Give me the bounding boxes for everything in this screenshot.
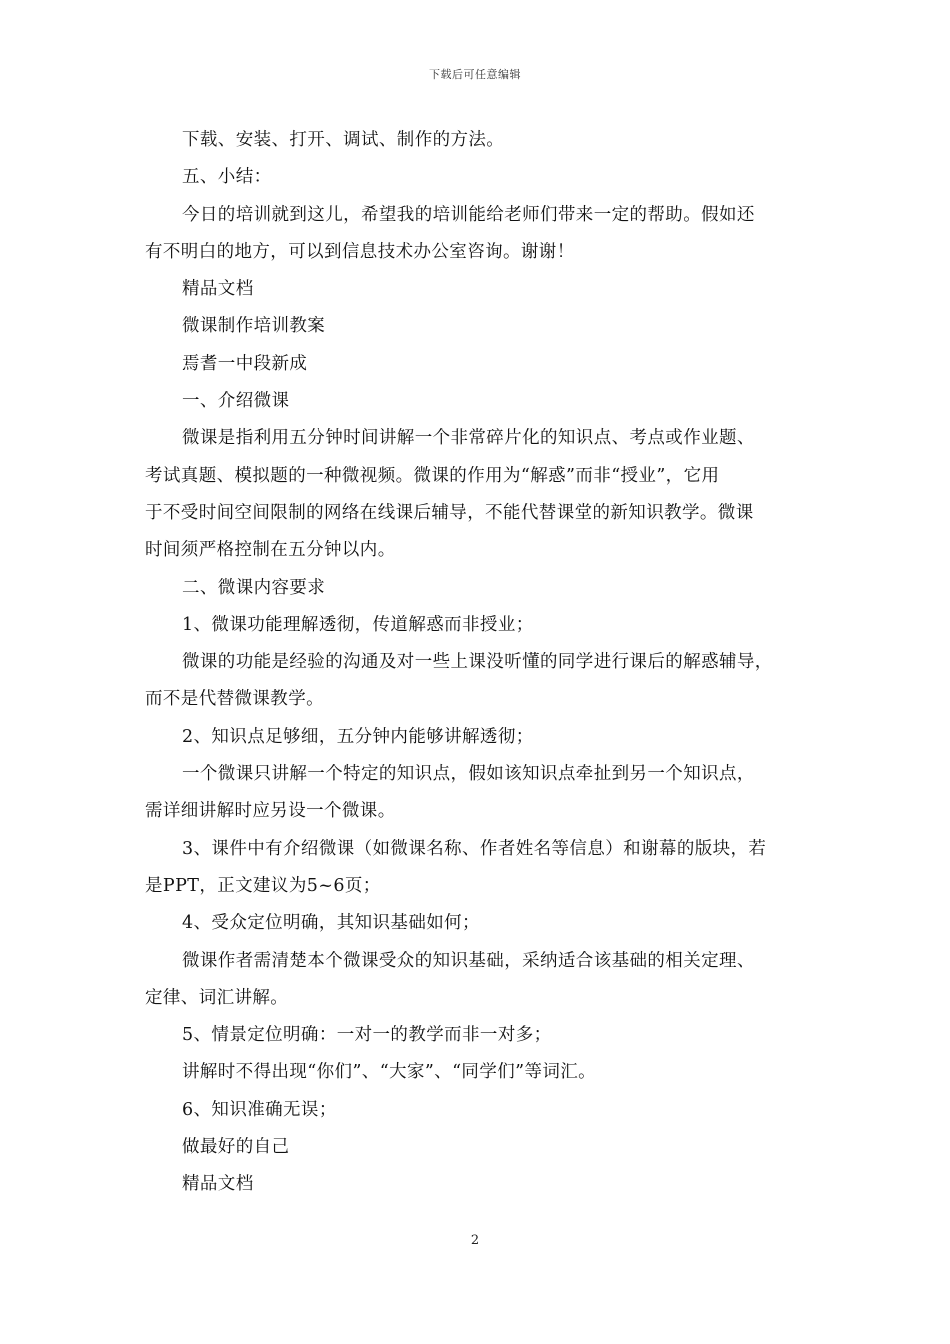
paragraph: 定律、词汇讲解。 [145, 987, 289, 1008]
list-item: 1、微课功能理解透彻，传道解惑而非授业； [182, 614, 534, 635]
document-title: 微课制作培训教案 [182, 316, 326, 337]
paragraph: 有不明白的地方，可以到信息技术办公室咨询。谢谢！ [145, 241, 575, 262]
section-heading: 一、介绍微课 [182, 391, 290, 412]
paragraph: 讲解时不得出现“你们”、“大家”、“同学们”等词汇。 [182, 1062, 597, 1083]
paragraph: 微课的功能是经验的沟通及对一些上课没听懂的同学进行课后的解惑辅导， [182, 652, 773, 673]
list-item: 5、情景定位明确：一对一的教学而非一对多； [182, 1025, 552, 1046]
paragraph: 需详细讲解时应另设一个微课。 [145, 801, 396, 822]
section-heading: 五、小结： [182, 167, 272, 188]
paragraph: 下载、安装、打开、调试、制作的方法。 [182, 130, 505, 150]
list-item: 4、受众定位明确，其知识基础如何； [182, 913, 480, 934]
paragraph: 而不是代替微课教学。 [145, 689, 324, 710]
paragraph: 今日的培训就到这儿，希望我的培训能给老师们带来一定的帮助。假如还 [182, 204, 755, 225]
paragraph: 一个微课只讲解一个特定的知识点，假如该知识点牵扯到另一个知识点， [182, 764, 755, 785]
list-item: 2、知识点足够细，五分钟内能够讲解透彻； [182, 726, 534, 747]
document-body [145, 122, 810, 1204]
paragraph: 精品文档 [182, 1174, 254, 1195]
paragraph: 微课是指利用五分钟时间讲解一个非常碎片化的知识点、考点或作业题、 [182, 428, 755, 449]
list-item: 6、知识准确无误； [182, 1099, 337, 1120]
paragraph: 考试真题、模拟题的一种微视频。微课的作用为“解惑”而非“授业”，它用 [145, 465, 720, 486]
paragraph: 是PPT，正文建议为5~6页； [145, 875, 381, 896]
list-item: 3、课件中有介绍微课（如微课名称、作者姓名等信息）和谢幕的版块，若 [182, 838, 767, 859]
page-header: 下载后可任意编辑 [429, 68, 521, 81]
section-heading: 二、微课内容要求 [182, 577, 326, 598]
author-line: 焉耆一中段新成 [182, 353, 308, 374]
paragraph: 于不受时间空间限制的网络在线课后辅导，不能代替课堂的新知识教学。微课 [145, 502, 754, 523]
paragraph: 微课作者需清楚本个微课受众的知识基础，采纳适合该基础的相关定理、 [182, 950, 755, 971]
paragraph: 做最好的自己 [182, 1137, 290, 1158]
page-number: 2 [470, 1233, 480, 1248]
paragraph: 时间须严格控制在五分钟以内。 [145, 540, 396, 561]
paragraph: 精品文档 [182, 279, 254, 300]
